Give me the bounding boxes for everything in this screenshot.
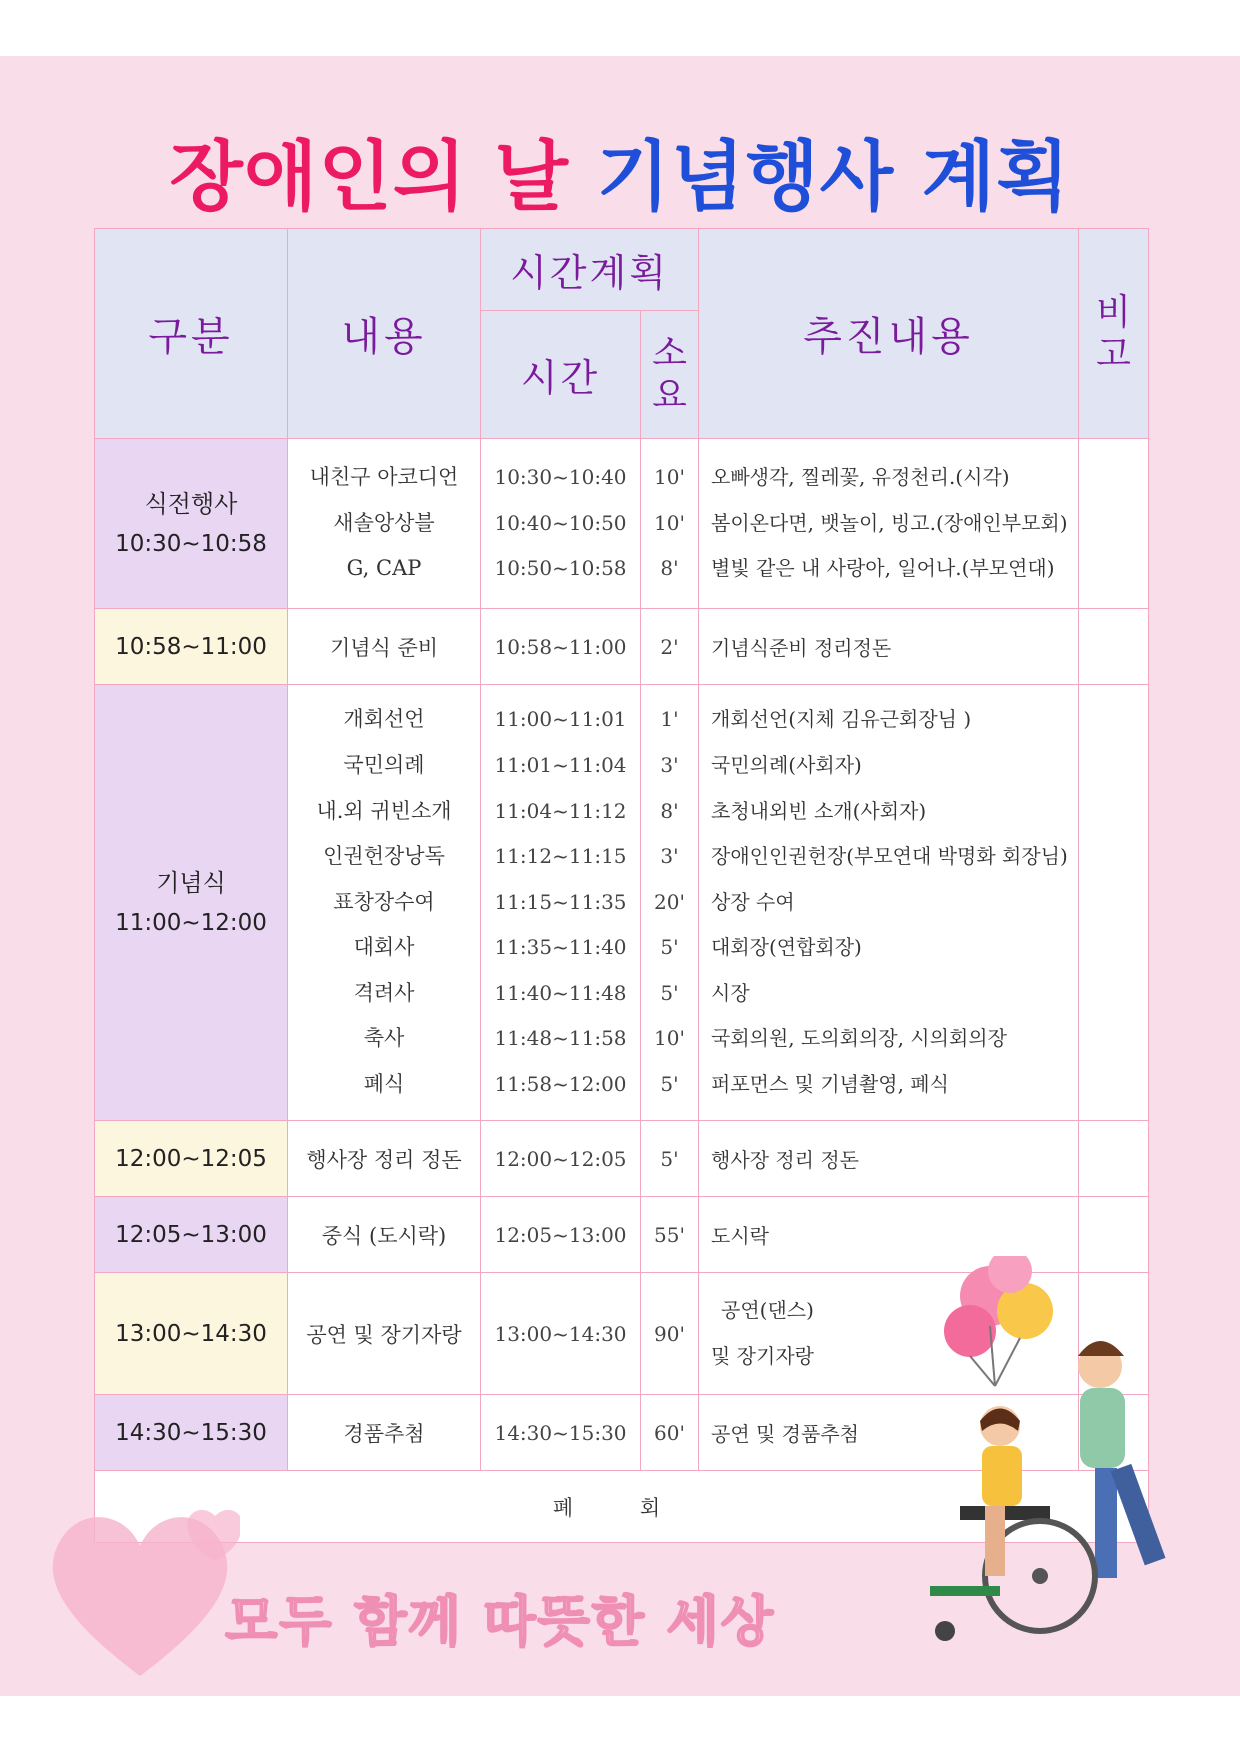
category-show	[95, 1273, 288, 1395]
detail-item: 별빛 같은 내 사랑아, 일어나.(부모연대)	[711, 556, 1055, 581]
prep-duration: 2'	[641, 609, 699, 685]
ceremony-times	[481, 685, 641, 1121]
content-item: 폐식	[363, 1072, 405, 1097]
category-time: 13:00~14:30	[115, 1320, 267, 1347]
header-content: 내용	[288, 229, 481, 439]
content-item: 인권헌장낭독	[323, 844, 445, 869]
time-item: 11:35~11:40	[494, 935, 627, 960]
category-lunch	[95, 1197, 288, 1273]
content-item: 개회선언	[343, 707, 425, 732]
time-item: 11:04~11:12	[494, 798, 627, 823]
lunch-time: 12:05~13:00	[481, 1197, 641, 1273]
header-detail: 추진내용	[699, 229, 1079, 439]
header-duration-1: 소	[652, 332, 687, 374]
time-item: 11:15~11:35	[494, 889, 627, 914]
category-raffle	[95, 1395, 288, 1471]
duration-item: 8'	[660, 556, 679, 581]
time-item: 11:48~11:58	[494, 1026, 627, 1051]
cleanup-time: 12:00~12:05	[481, 1121, 641, 1197]
time-item: 11:12~11:15	[494, 844, 627, 869]
header-remark	[1079, 229, 1149, 439]
pre-durations	[641, 439, 699, 609]
detail-item: 대회장(연합회장)	[711, 935, 862, 960]
wheelchair-illustration	[900, 1256, 1220, 1696]
row-prep	[95, 609, 1149, 685]
category-time: 12:00~12:05	[115, 1145, 267, 1172]
ceremony-details	[699, 685, 1079, 1121]
detail-item: 봄이온다면, 뱃놀이, 빙고.(장애인부모회)	[711, 510, 1068, 535]
raffle-content: 경품추첨	[288, 1395, 481, 1471]
lunch-content: 중식 (도시락)	[288, 1197, 481, 1273]
raffle-detail: 공연 및 경품추첨	[699, 1395, 1079, 1471]
raffle-time: 14:30~15:30	[481, 1395, 641, 1471]
detail-item: 오빠생각, 찔레꽃, 유정천리.(시각)	[711, 465, 1010, 490]
header-category: 구분	[95, 229, 288, 439]
time-item: 11:01~11:04	[494, 752, 627, 777]
time-item: 11:00~11:01	[494, 707, 627, 732]
pre-details	[699, 439, 1079, 609]
detail-item: 및 장기자랑	[711, 1343, 814, 1368]
detail-item: 장애인인권헌장(부모연대 박명화 회장님)	[711, 844, 1068, 869]
category-time: 10:30~10:58	[115, 530, 267, 557]
duration-item: 5'	[660, 980, 679, 1005]
duration-item: 5'	[660, 935, 679, 960]
show-time: 13:00~14:30	[481, 1273, 641, 1395]
remark-cell	[1079, 1121, 1149, 1197]
duration-item: 1'	[660, 707, 679, 732]
content-item: 내.외 귀빈소개	[316, 798, 452, 823]
time-item: 11:40~11:48	[494, 980, 627, 1005]
content-item: 내친구 아코디언	[309, 465, 459, 490]
ceremony-durations	[641, 685, 699, 1121]
content-item: 국민의례	[343, 752, 425, 777]
duration-item: 8'	[660, 798, 679, 823]
remark-cell	[1079, 609, 1149, 685]
raffle-duration: 60'	[641, 1395, 699, 1471]
category-name: 식전행사	[144, 489, 238, 518]
duration-item: 20'	[654, 889, 685, 914]
duration-item: 5'	[660, 1072, 679, 1097]
pre-times	[481, 439, 641, 609]
row-ceremony	[95, 685, 1149, 1121]
category-time: 14:30~15:30	[115, 1419, 267, 1446]
content-item: G, CAP	[346, 556, 422, 581]
duration-item: 3'	[660, 844, 679, 869]
header-time-plan: 시간계획	[481, 229, 699, 311]
row-cleanup	[95, 1121, 1149, 1197]
category-cleanup	[95, 1121, 288, 1197]
header-duration	[641, 311, 699, 439]
detail-item: 국회의원, 도의회의장, 시의회의장	[711, 1026, 1007, 1051]
lunch-detail: 도시락	[699, 1197, 1079, 1273]
content-item: 대회사	[353, 935, 415, 960]
detail-item: 국민의례(사회자)	[711, 752, 862, 777]
pre-contents	[288, 439, 481, 609]
header-row	[95, 229, 1149, 311]
header-time: 시간	[481, 311, 641, 439]
cleanup-content: 행사장 정리 정돈	[288, 1121, 481, 1197]
title-part1: 장애인의 날	[169, 132, 570, 221]
header-remark-2: 고	[1096, 333, 1131, 375]
category-prep	[95, 609, 288, 685]
content-item: 새솔앙상블	[333, 510, 435, 535]
show-content: 공연 및 장기자랑	[288, 1273, 481, 1395]
time-item: 10:50~10:58	[494, 556, 627, 581]
duration-item: 3'	[660, 752, 679, 777]
detail-item: 시장	[711, 980, 750, 1005]
detail-item: 상장 수여	[711, 889, 795, 914]
detail-item: 퍼포먼스 및 기념촬영, 폐식	[711, 1072, 949, 1097]
duration-item: 10'	[654, 510, 685, 535]
category-time: 12:05~13:00	[115, 1221, 267, 1248]
show-duration: 90'	[641, 1273, 699, 1395]
remark-cell	[1079, 439, 1149, 609]
lunch-duration: 55'	[641, 1197, 699, 1273]
cleanup-detail: 행사장 정리 정돈	[699, 1121, 1079, 1197]
time-item: 10:40~10:50	[494, 510, 627, 535]
prep-detail: 기념식준비 정리정돈	[699, 609, 1079, 685]
closing-cell: 폐 회	[95, 1471, 1149, 1543]
detail-item: 초청내외빈 소개(사회자)	[711, 798, 927, 823]
header-duration-2: 요	[652, 374, 687, 416]
duration-item: 10'	[654, 1026, 685, 1051]
detail-item: 공연(댄스)	[721, 1297, 814, 1322]
category-time: 11:00~12:00	[115, 909, 267, 936]
prep-time: 10:58~11:00	[481, 609, 641, 685]
slogan: 모두 함께 따뜻한 세상	[225, 1590, 775, 1653]
poster	[0, 56, 1240, 1696]
ceremony-contents	[288, 685, 481, 1121]
time-item: 10:30~10:40	[494, 465, 627, 490]
title-part2: 기념행사 계획	[596, 132, 1071, 221]
detail-item: 개회선언(지체 김유근회장님 )	[711, 707, 972, 732]
duration-item: 10'	[654, 465, 685, 490]
category-pre-event	[95, 439, 288, 609]
content-item: 표창장수여	[333, 889, 435, 914]
cleanup-duration: 5'	[641, 1121, 699, 1197]
page-title	[0, 116, 1240, 225]
category-time: 10:58~11:00	[115, 633, 267, 660]
header-remark-1: 비	[1096, 291, 1131, 333]
remark-cell	[1079, 685, 1149, 1121]
content-item: 격려사	[353, 980, 415, 1005]
time-item: 11:58~12:00	[494, 1072, 627, 1097]
category-ceremony	[95, 685, 288, 1121]
content-item: 축사	[363, 1026, 405, 1051]
prep-content: 기념식 준비	[288, 609, 481, 685]
category-name: 기념식	[156, 868, 226, 897]
row-pre-event	[95, 439, 1149, 609]
